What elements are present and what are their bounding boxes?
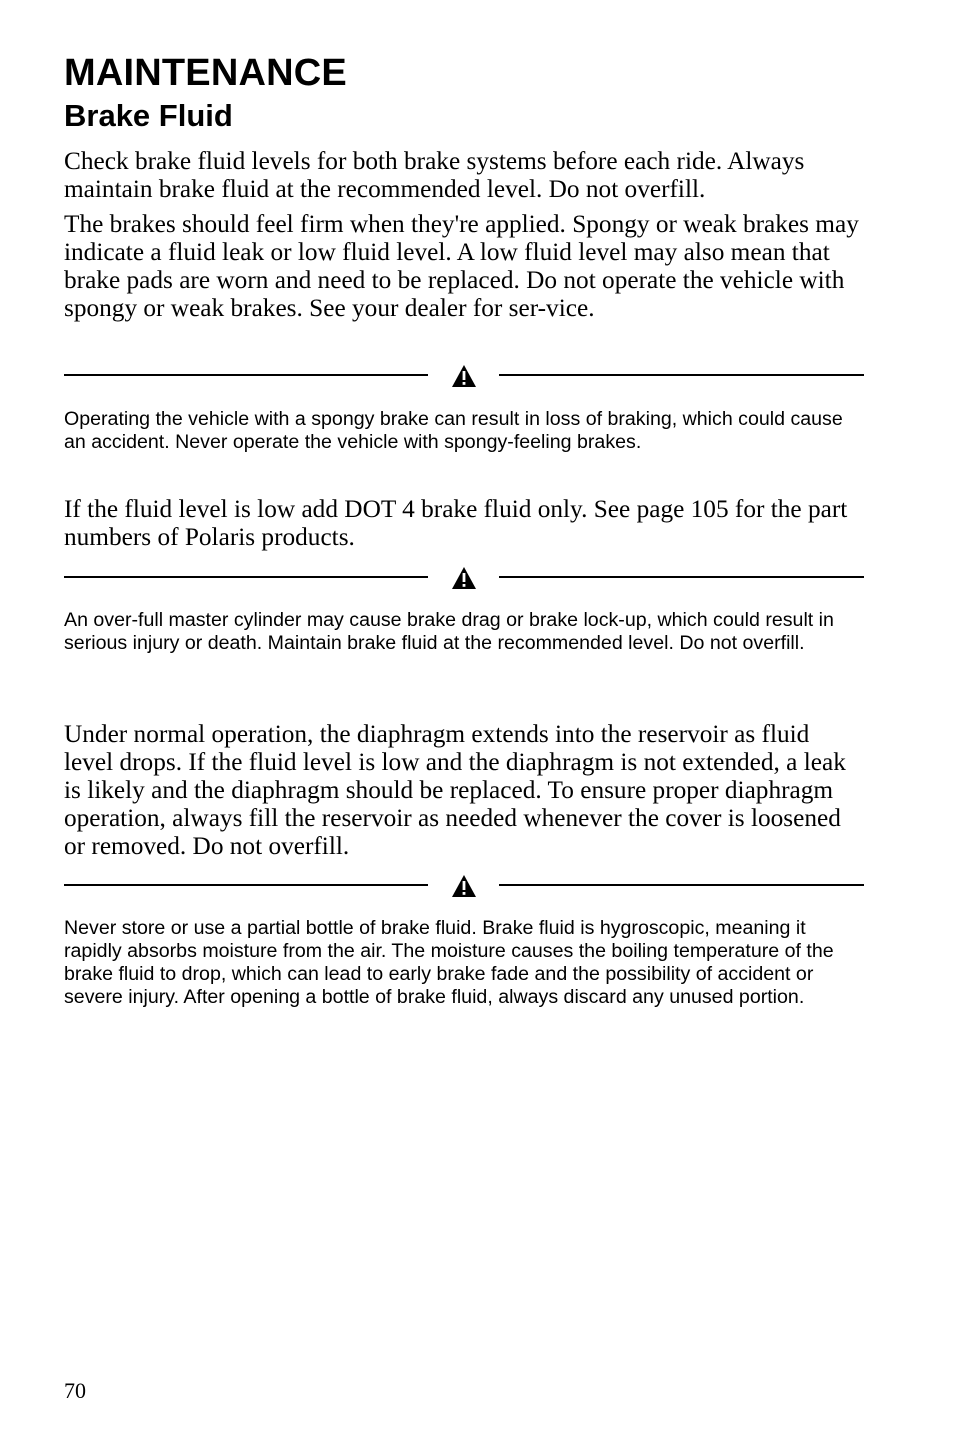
- warning-rule-left: [64, 374, 428, 376]
- paragraph-firm-brakes: The brakes should feel firm when they're applied. Spongy or weak brakes may indicate a fluid leak or low fluid level. A low fluid level may also mean that brake pads are worn and need to be replaced. Do not operate the vehicle with spongy or weak brakes. See your dealer for ser-vice.: [64, 210, 859, 322]
- paragraph-diaphragm: Under normal operation, the diaphragm extends into the reservoir as fluid level drops. If the fluid level is low and the diaphragm is not extended, a leak is likely and the diaphragm should be replaced. To ensure proper diaphragm operation, always fill the reservoir as needed whenever the cover is loosened or removed. Do not overfill.: [64, 720, 846, 860]
- warning-triangle-icon: [451, 364, 477, 388]
- warning-rule-left: [64, 884, 428, 886]
- warning-text-overfull-cylinder: An over-full master cylinder may cause brake drag or brake lock-up, which could result in serious injury or death. Maintain brake fluid at the recommended level. Do not overfill.: [64, 609, 834, 654]
- warning-text-partial-bottle: Never store or use a partial bottle of brake fluid. Brake fluid is hygroscopic, meaning it rapidly absorbs moisture from the air. The moisture causes the boiling temperature of the brake fluid to drop, which can lead to early brake fade and the possibility of accident or severe injury. After opening a bottle of brake fluid, always discard any unused portion.: [64, 917, 834, 1008]
- warning-rule-right: [499, 576, 864, 578]
- subsection-title: Brake Fluid: [64, 98, 233, 133]
- warning-text-spongy-brake: Operating the vehicle with a spongy brake can result in loss of braking, which could cause an accident. Never operate the vehicle with spongy-feeling brakes.: [64, 408, 843, 453]
- warning-triangle-icon: [451, 566, 477, 590]
- warning-triangle-icon: [451, 874, 477, 898]
- page-number: 70: [64, 1378, 86, 1403]
- section-title: MAINTENANCE: [64, 52, 347, 94]
- warning-header: [64, 566, 864, 590]
- warning-rule-right: [499, 884, 864, 886]
- paragraph-dot4-fluid: If the fluid level is low add DOT 4 brake fluid only. See page 105 for the part numbers of Polaris products.: [64, 495, 848, 551]
- warning-rule-left: [64, 576, 428, 578]
- paragraph-check-levels: Check brake fluid levels for both brake systems before each ride. Always maintain brake fluid at the recommended level. Do not overfill.: [64, 147, 805, 203]
- warning-header: [64, 364, 864, 388]
- warning-header: [64, 874, 864, 898]
- warning-rule-right: [499, 374, 864, 376]
